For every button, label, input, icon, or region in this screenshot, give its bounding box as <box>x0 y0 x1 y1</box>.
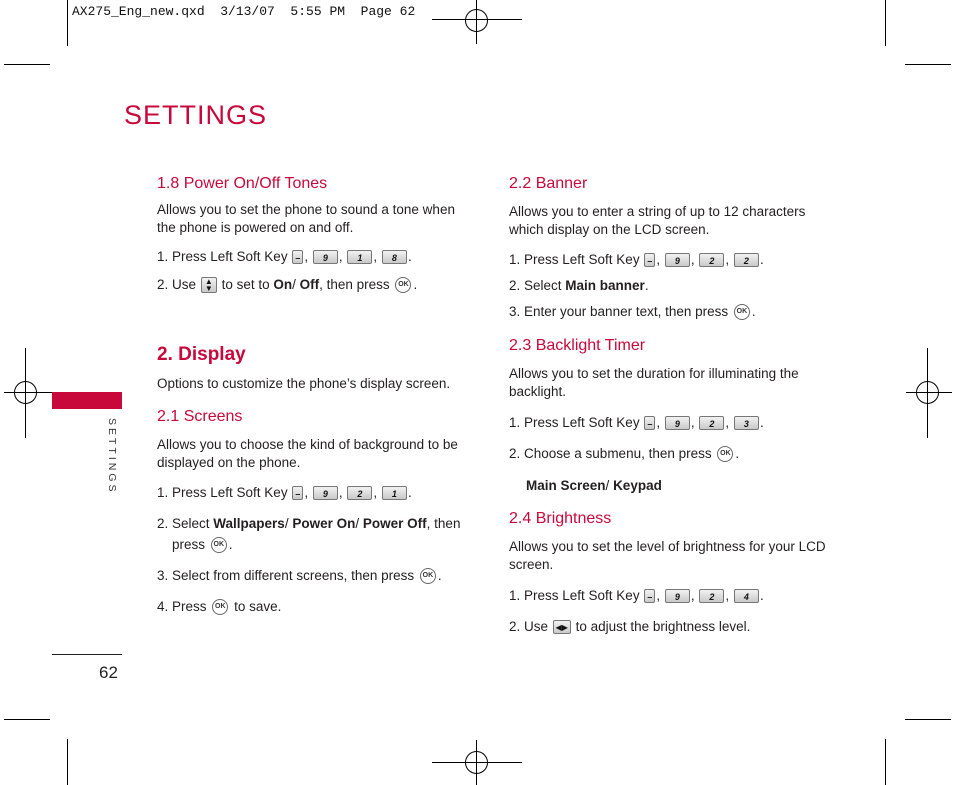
heading-screens: 2.1 Screens <box>157 408 243 425</box>
desc-screens: Allows you to choose the kind of background to be displayed on the phone. <box>157 437 458 470</box>
key-8-icon: 8 <box>382 250 407 264</box>
page-title: SETTINGS <box>124 100 268 130</box>
step-backlight-1: 1. Press Left Soft Key – , 9 , 2 , 3 . <box>509 415 764 430</box>
key-2-icon: 2 <box>699 589 724 603</box>
heading-banner: 2.2 Banner <box>509 175 588 192</box>
step-banner-2: 2. Select Main banner. <box>509 278 649 293</box>
desc-power-tones: Allows you to set the phone to sound a tone when the phone is powered on and off. <box>157 202 455 235</box>
step-banner-1: 1. Press Left Soft Key – , 9 , 2 , 2 . <box>509 252 764 267</box>
heading-backlight: 2.3 Backlight Timer <box>509 337 646 354</box>
left-soft-key-icon: – <box>644 589 655 603</box>
key-9-icon: 9 <box>665 253 690 267</box>
ok-key-icon: OK <box>395 277 411 293</box>
step-screens-3: 3. Select from different screens, then press OK . <box>157 568 442 583</box>
key-2-icon: 2 <box>699 416 724 430</box>
step-power-tones-2: 2. Use ▲ ▼ to set to On/ Off, then press OK . <box>157 277 418 294</box>
step-brightness-1: 1. Press Left Soft Key – , 9 , 2 , 4 . <box>509 588 764 603</box>
side-tab-label: SETTINGS <box>106 418 118 495</box>
page-number-rule <box>52 654 122 655</box>
key-9-icon: 9 <box>313 486 338 500</box>
left-soft-key-icon: – <box>644 253 655 267</box>
step-power-tones-1: 1. Press Left Soft Key – , 9 , 1 , 8 . <box>157 249 412 264</box>
heading-brightness: 2.4 Brightness <box>509 510 612 527</box>
step-backlight-2: 2. Choose a submenu, then press OK . <box>509 446 740 461</box>
desc-banner: Allows you to enter a string of up to 12 characters which display on the LCD screen. <box>509 204 806 237</box>
key-4-icon: 4 <box>734 589 759 603</box>
left-soft-key-icon: – <box>292 250 303 264</box>
key-9-icon: 9 <box>665 416 690 430</box>
left-soft-key-icon: – <box>292 486 303 500</box>
step-banner-3: 3. Enter your banner text, then press OK . <box>509 304 756 319</box>
nav-up-down-key-icon: ▲ ▼ <box>201 277 217 293</box>
nav-left-right-key-icon: ◀▶ <box>553 620 571 634</box>
key-2-icon: 2 <box>734 253 759 267</box>
ok-key-icon: OK <box>717 446 733 462</box>
key-9-icon: 9 <box>665 589 690 603</box>
ok-key-icon: OK <box>211 537 227 553</box>
step-screens-2-cont: press OK . <box>172 537 233 552</box>
ok-key-icon: OK <box>734 304 750 320</box>
key-1-icon: 1 <box>347 250 372 264</box>
side-tab-bar <box>52 392 122 409</box>
key-1-icon: 1 <box>382 486 407 500</box>
ok-key-icon: OK <box>212 599 228 615</box>
desc-backlight: Allows you to set the duration for illuminating the backlight. <box>509 366 799 399</box>
heading-power-tones: 1.8 Power On/Off Tones <box>157 175 328 192</box>
key-2-icon: 2 <box>699 253 724 267</box>
print-header: AX275_Eng_new.qxd 3/13/07 5:55 PM Page 62 <box>72 4 416 19</box>
backlight-submenu-options: Main Screen/ Keypad <box>526 478 662 493</box>
step-screens-2: 2. Select Wallpapers/ Power On/ Power Off, then <box>157 516 461 531</box>
page-number: 62 <box>99 663 118 682</box>
desc-display: Options to customize the phone’s display screen. <box>157 376 451 391</box>
left-soft-key-icon: – <box>644 416 655 430</box>
ok-key-icon: OK <box>420 568 436 584</box>
step-screens-1: 1. Press Left Soft Key – , 9 , 2 , 1 . <box>157 485 412 500</box>
desc-brightness: Allows you to set the level of brightness for your LCD screen. <box>509 539 826 572</box>
step-screens-4: 4. Press OK to save. <box>157 599 282 614</box>
key-9-icon: 9 <box>313 250 338 264</box>
heading-display: 2. Display <box>157 344 246 365</box>
key-3-icon: 3 <box>734 416 759 430</box>
step-brightness-2: 2. Use ◀▶ to adjust the brightness level. <box>509 619 751 634</box>
key-2-icon: 2 <box>347 486 372 500</box>
